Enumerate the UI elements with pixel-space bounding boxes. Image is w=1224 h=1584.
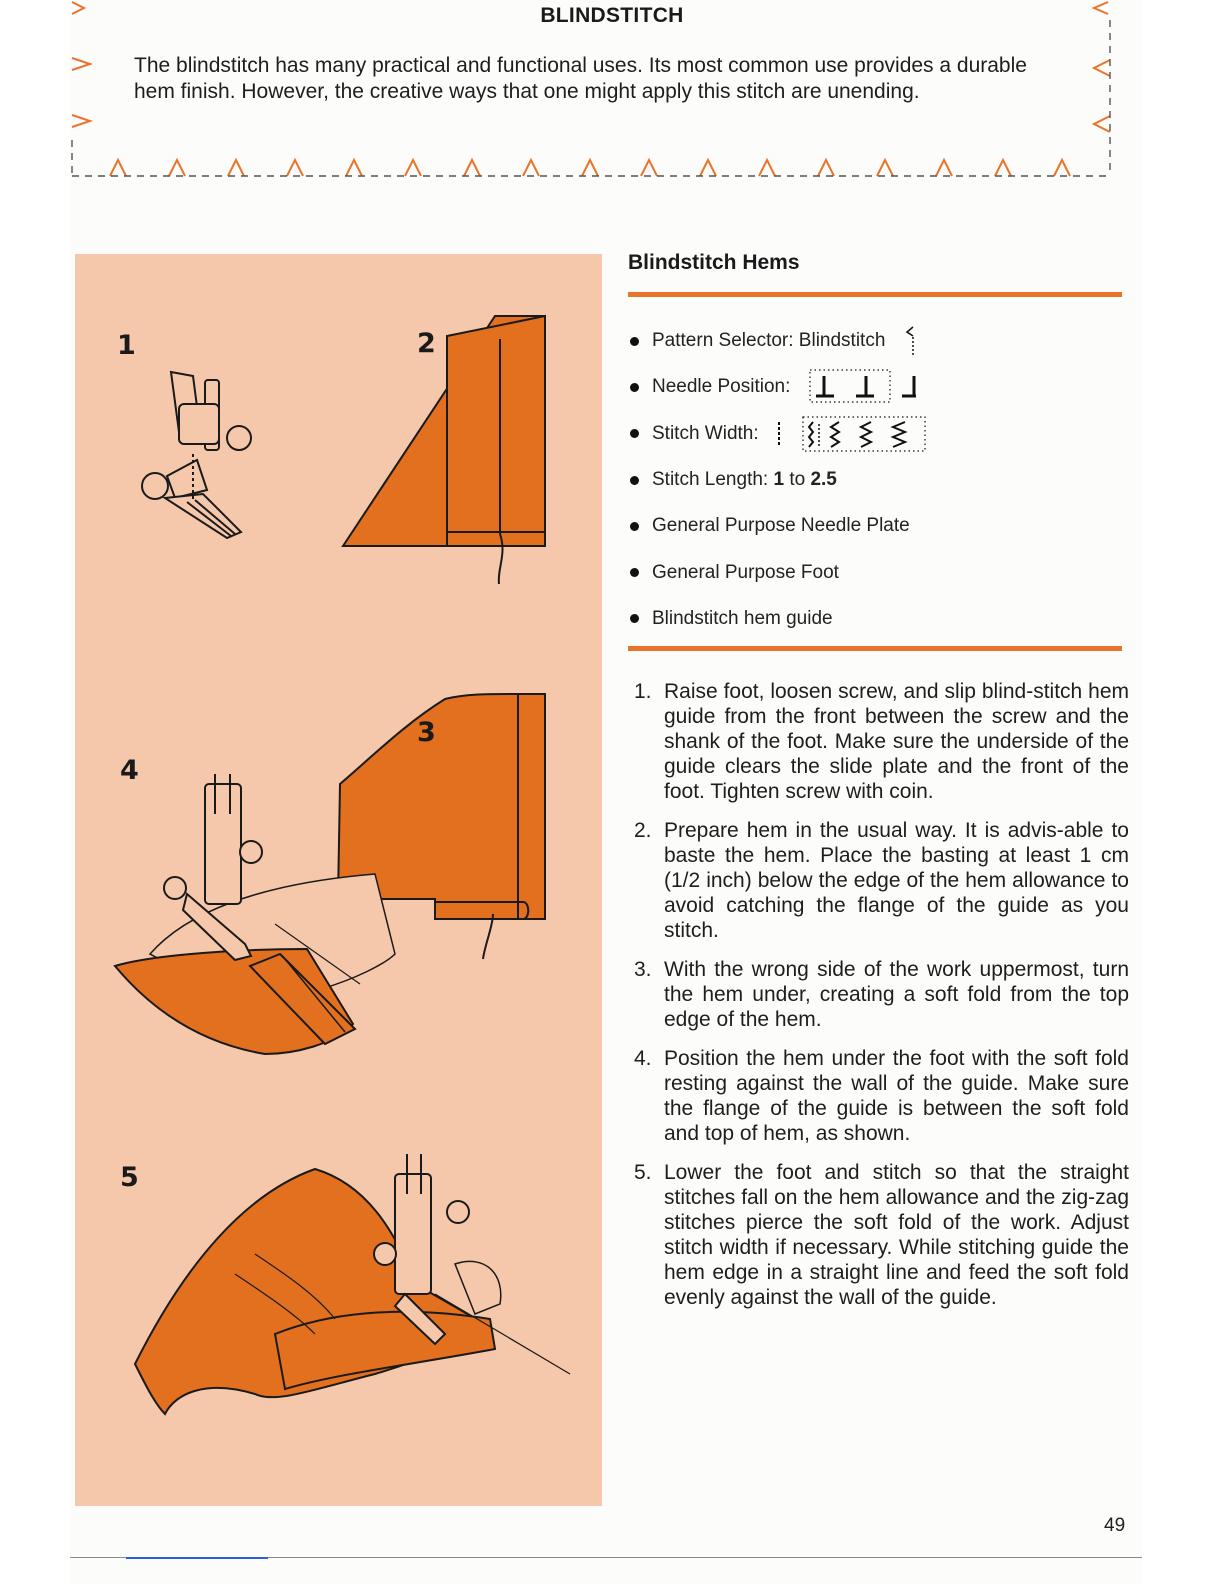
bullet-icon — [630, 476, 639, 485]
page-number: 49 — [1104, 1515, 1126, 1536]
step-item: 4. Position the hem under the foot with the soft fold resting against the wall of the guide. Make sure the flange of the guide is between the soft fold and top of hem, as shown. — [634, 1047, 1129, 1145]
section-rule-bottom — [628, 646, 1122, 651]
spec-needle-position: Needle Position: — [630, 364, 1130, 410]
bottom-accent-bar — [126, 1557, 268, 1559]
intro-paragraph: The blindstitch has many practical and functional uses. Its most common use provides a durable hem finish. However, the creative ways that one might apply this stitch are unending. — [134, 54, 1027, 103]
bullet-icon — [630, 429, 639, 438]
spec-foot: General Purpose Foot — [630, 549, 1130, 595]
page-title: BLINDSTITCH — [540, 4, 684, 27]
border-chevron-left-2 — [72, 58, 90, 70]
blindstitch-icon — [899, 323, 923, 359]
spec-pattern-selector: Pattern Selector: Blindstitch — [630, 318, 1130, 364]
border-chevron-right-3 — [1094, 116, 1110, 132]
step-item: 1. Raise foot, loosen screw, and slip blind-stitch hem guide from the front between the screw and the shank of the foot. Make sure the underside of the guide clears the slide plate and the front of the foot. Tighten screw with coin. — [634, 680, 1129, 803]
bullet-icon — [630, 337, 639, 346]
settings-list — [630, 318, 1130, 642]
border-chevron-left-3 — [72, 115, 90, 127]
figure-1-foot-with-guide — [142, 372, 251, 538]
figure-label-5: 5 — [120, 1162, 139, 1193]
bullet-icon — [630, 614, 639, 623]
spec-stitch-width: Stitch Width: — [630, 411, 1130, 457]
bullet-icon — [630, 568, 639, 577]
section-title: Blindstitch Hems — [628, 251, 800, 274]
figure-2-hem-fold — [343, 316, 545, 584]
step-item: 5. Lower the foot and stitch so that the straight stitches fall on the hem allowance and the zig-zag stitches pierce the soft fold of the work. Adjust stitch width if necessary. While stitching guide the hem edge in a straight line and feed the soft fold evenly against the wall of the guide. — [634, 1161, 1129, 1309]
figure-5-finished-hem — [135, 1154, 570, 1414]
spec-needle-plate: General Purpose Needle Plate — [630, 503, 1130, 549]
figure-label-1: 1 — [117, 330, 136, 361]
step-item: 3. With the wrong side of the work uppermost, turn the hem under, creating a soft fold from the top edge of the hem. — [634, 958, 1129, 1031]
bullet-icon — [630, 383, 639, 392]
bullet-icon — [630, 522, 639, 531]
figure-label-4: 4 — [120, 755, 139, 786]
figure-label-3: 3 — [417, 717, 436, 748]
section-rule-top — [628, 292, 1122, 297]
needle-position-icon — [808, 368, 928, 406]
border-chevron-right-2 — [1094, 60, 1110, 76]
spec-stitch-length: Stitch Length: 1 to 2.5 — [630, 457, 1130, 503]
spec-hem-guide: Blindstitch hem guide — [630, 596, 1130, 642]
illustrations — [75, 254, 602, 1506]
step-item: 2. Prepare hem in the usual way. It is advis-able to baste the hem. Place the basting at least 1 cm (1/2 inch) below the edge of the hem allowance to avoid catching the flange of the guide as you stitch. — [634, 819, 1129, 942]
instruction-steps — [634, 679, 1129, 1324]
stitch-width-icon — [773, 414, 933, 454]
figure-label-2: 2 — [417, 328, 436, 359]
